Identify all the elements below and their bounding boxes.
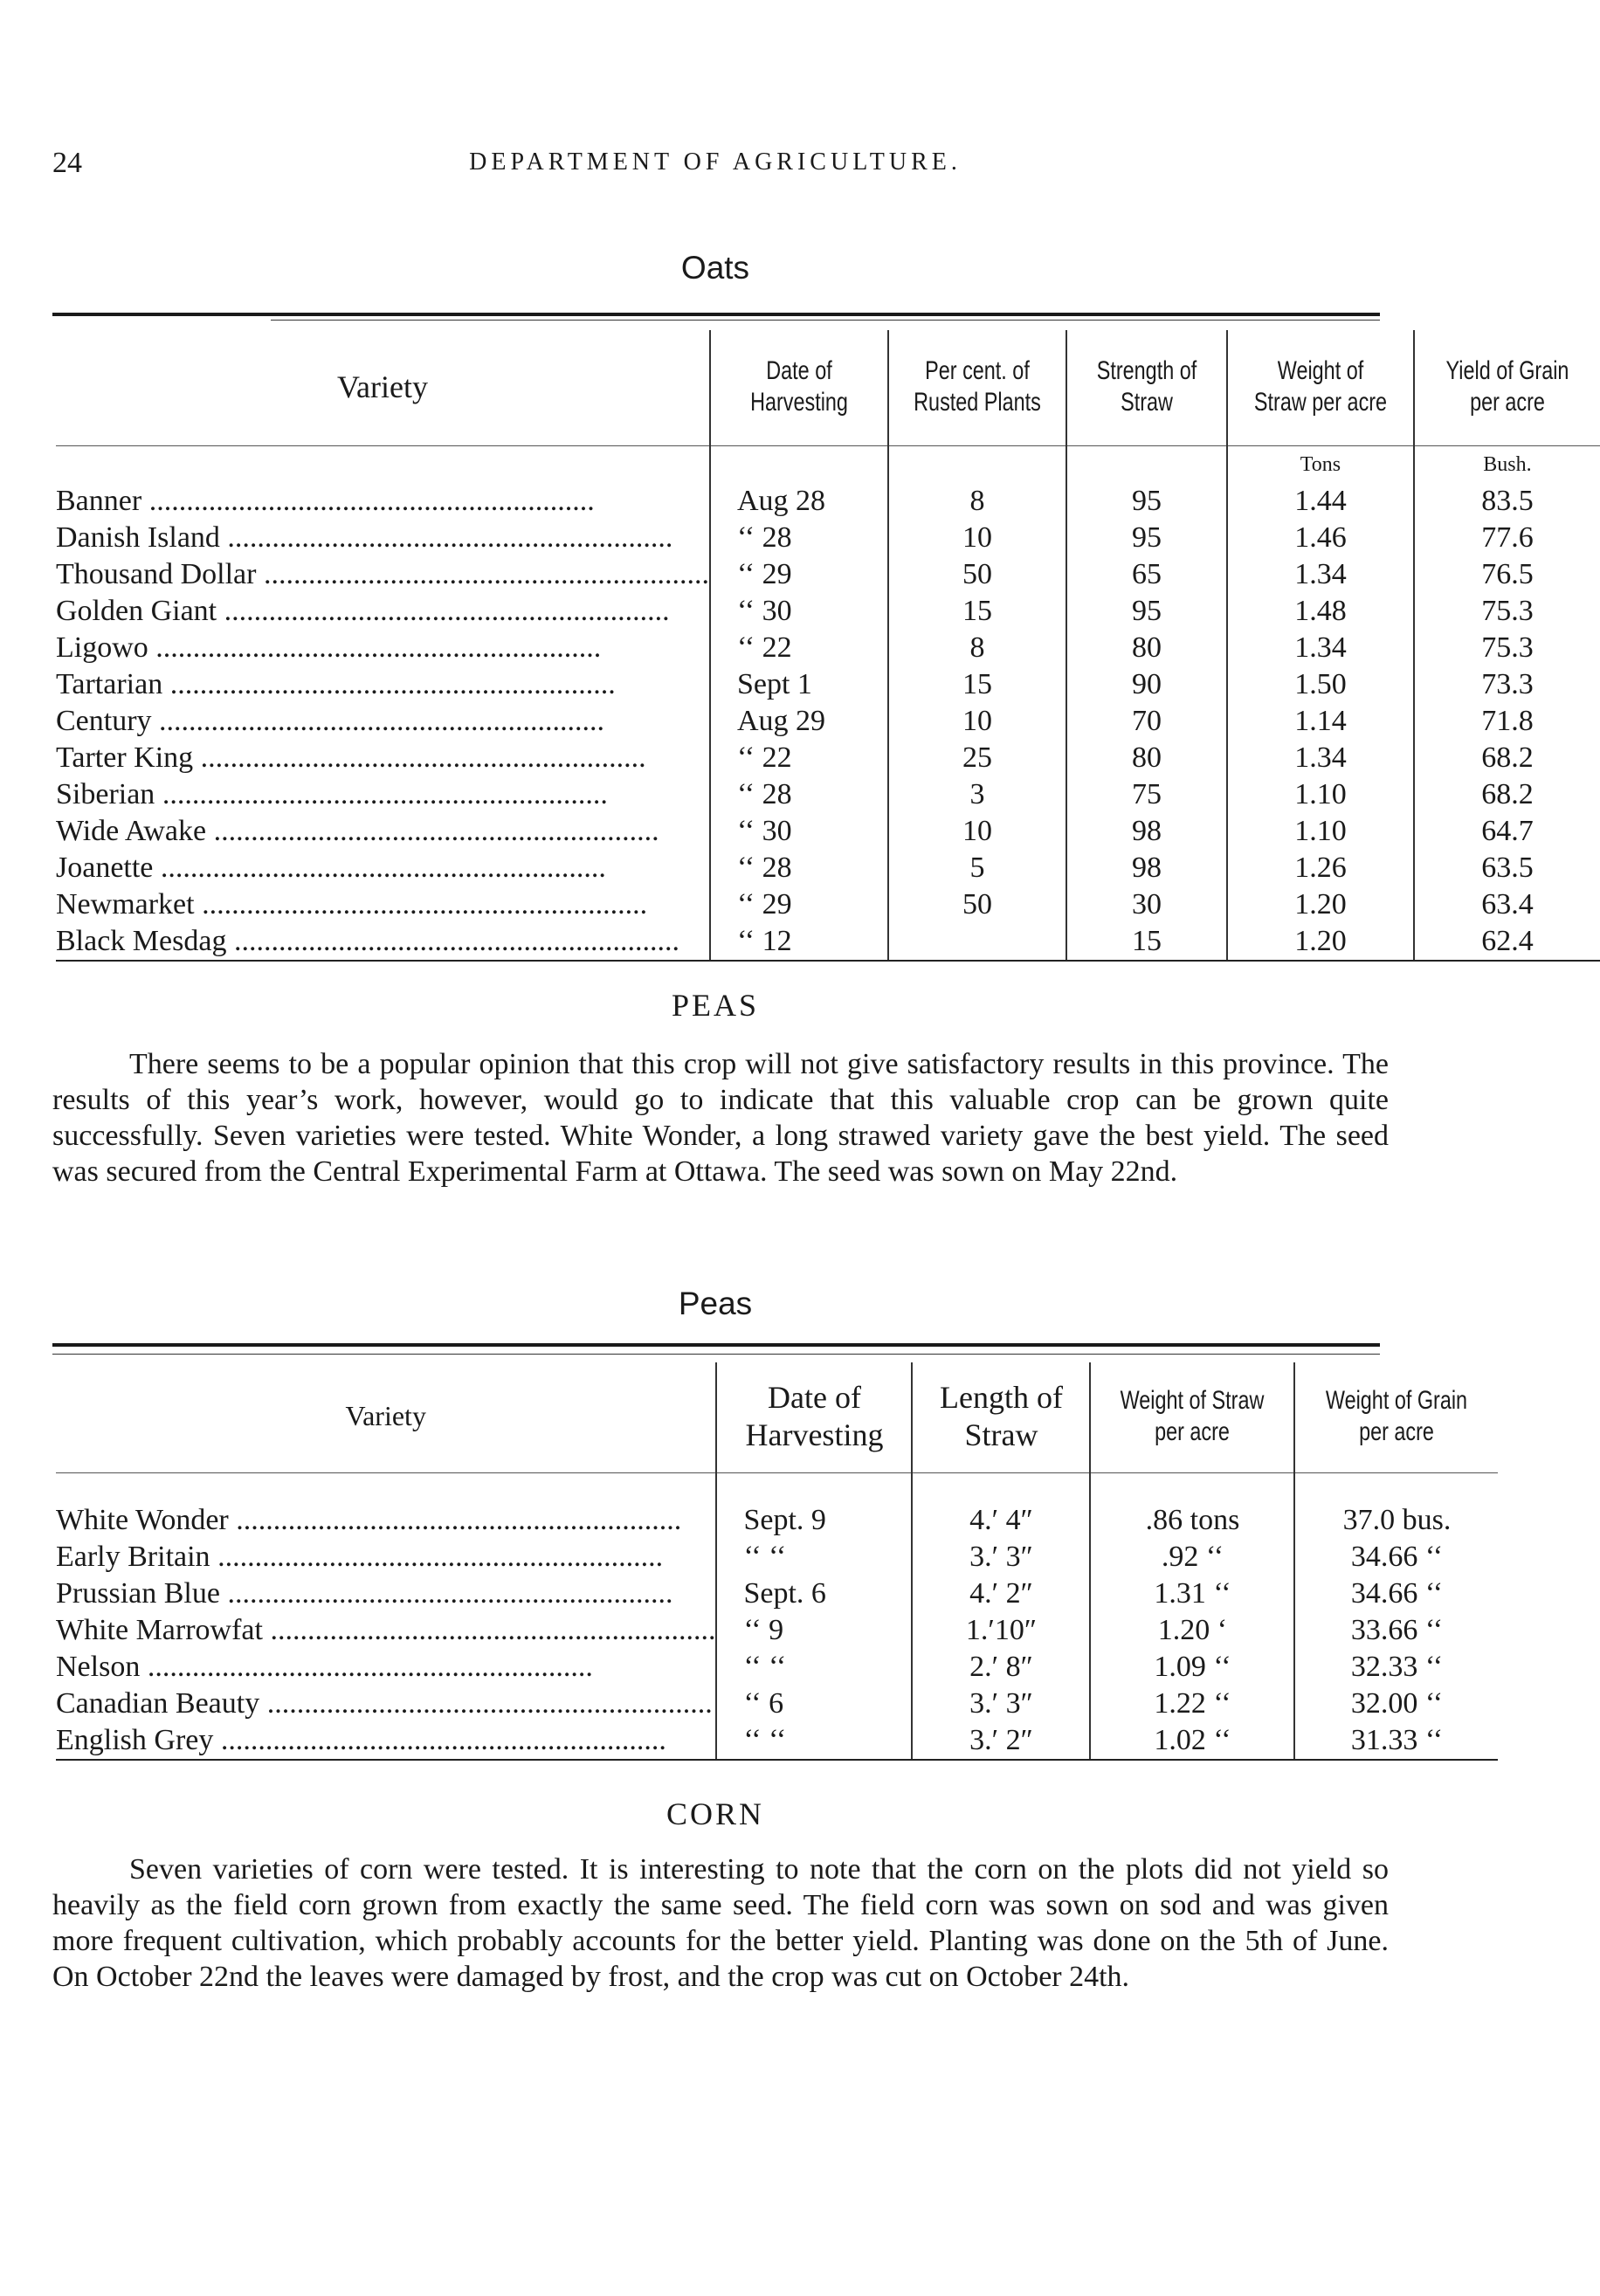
peas-table-cell: 1.22 ‘‘ [1090,1686,1294,1722]
oats-table-cell: 10 [888,703,1066,740]
oats-col-date: Date of Harvesting [710,330,888,445]
peas-table-cell: 3.′ 2″ [912,1722,1090,1760]
oats-table-cell: 62.4 [1414,923,1600,961]
peas-table-row [56,1612,1498,1649]
oats-table-cell: 15 [888,593,1066,630]
oats-table-cell: 15 [888,666,1066,703]
peas-table-row [56,1502,1498,1539]
oats-table-cell: 1.14 [1227,703,1414,740]
oats-table-cell: 70 [1066,703,1227,740]
peas-table-cell: .86 tons [1090,1502,1294,1539]
oats-table-cell [888,923,1066,961]
peas-table-cell: 1.02 ‘‘ [1090,1722,1294,1760]
oats-table-cell: 75.3 [1414,630,1600,666]
oats-table-cell: 1.10 [1227,776,1414,813]
oats-table-variety-cell: Black Mesdag ..... [56,923,710,961]
oats-table-variety-cell: Newmarket ..... [56,886,710,923]
oats-table-cell: 1.34 [1227,740,1414,776]
oats-table-row [56,556,1600,593]
oats-table-cell: 1.44 [1227,483,1414,520]
peas-table-cell: 2.′ 8″ [912,1649,1090,1686]
oats-table-cell: ‘‘ 22 [710,740,888,776]
peas-col-variety: Variety [56,1362,716,1472]
peas-table-cell: 32.00 ‘‘ [1294,1686,1498,1722]
peas-table-cell: 3.′ 3″ [912,1539,1090,1575]
oats-table-cell: 80 [1066,630,1227,666]
oats-table-variety-cell: Tartarian ..... [56,666,710,703]
peas-table-row [56,1649,1498,1686]
oats-table-top-rule [52,313,1380,316]
oats-table-variety-cell: Siberian ..... [56,776,710,813]
oats-unit-tons: Tons [1227,445,1414,483]
peas-table-cell: 4.′ 4″ [912,1502,1090,1539]
oats-table-cell: ‘‘ 30 [710,593,888,630]
oats-table-cell: 65 [1066,556,1227,593]
page-number: 24 [52,147,82,179]
oats-table-row [56,923,1600,961]
oats-table-cell: 15 [1066,923,1227,961]
oats-table [56,330,1600,962]
oats-table-cell: 1.20 [1227,923,1414,961]
oats-table-row [56,703,1600,740]
oats-table-cell: 73.3 [1414,666,1600,703]
peas-table-cell: ‘‘ ‘‘ [716,1649,912,1686]
oats-table-variety-cell: Banner ..... [56,483,710,520]
peas-table-variety-cell: Early Britain ..... [56,1539,716,1575]
oats-table-cell: ‘‘ 29 [710,886,888,923]
oats-table-cell: Sept 1 [710,666,888,703]
peas-table-top-rule [52,1343,1380,1347]
peas-table-cell: Sept. 6 [716,1575,912,1612]
peas-table-cell: ‘‘ ‘‘ [716,1539,912,1575]
oats-table-cell: 95 [1066,483,1227,520]
oats-table-cell: 10 [888,520,1066,556]
oats-table-cell: 95 [1066,520,1227,556]
oats-col-yield-grain: Yield of Grain per acre [1414,330,1600,445]
oats-table-cell: 8 [888,483,1066,520]
oats-table-title: Oats [680,250,750,286]
corn-paragraph: Seven varieties of corn were tested. It is interesting to note that the corn on the plots did not yield so heavily as the field corn grown from exactly the same seed. The field corn was sown on sod and was given more frequent cultivation, which probably accounts for the better yield. Planting was done on the 5th of June. On October 22nd the leaves were damaged by frost, and the crop was cut on October 24th. [52,1853,1389,1993]
oats-table-cell: ‘‘ 22 [710,630,888,666]
oats-table-cell: ‘‘ 28 [710,520,888,556]
peas-table-cell: 1.′10″ [912,1612,1090,1649]
peas-table-cell: ‘‘ 9 [716,1612,912,1649]
oats-table-cell: 63.5 [1414,850,1600,886]
peas-table-cell: 1.09 ‘‘ [1090,1649,1294,1686]
oats-table-variety-cell: Golden Giant ..... [56,593,710,630]
oats-table-row [56,813,1600,850]
oats-table-cell: 80 [1066,740,1227,776]
oats-table-row [56,886,1600,923]
oats-table-variety-cell: Century ..... [56,703,710,740]
peas-col-weight-straw: Weight of Straw per acre [1090,1362,1294,1472]
oats-table-variety-cell: Ligowo ..... [56,630,710,666]
oats-table-cell: Aug 28 [710,483,888,520]
oats-table-cell: 1.26 [1227,850,1414,886]
oats-table-row [56,483,1600,520]
oats-table-cell: ‘‘ 28 [710,776,888,813]
oats-table-cell: ‘‘ 29 [710,556,888,593]
oats-table-cell: 71.8 [1414,703,1600,740]
oats-table-row [56,850,1600,886]
peas-table-variety-cell: English Grey ..... [56,1722,716,1760]
oats-col-weight-straw: Weight of Straw per acre [1227,330,1414,445]
oats-table-variety-cell: Danish Island ..... [56,520,710,556]
oats-table-cell: 75 [1066,776,1227,813]
oats-table-cell: 1.48 [1227,593,1414,630]
peas-table-cell: 31.33 ‘‘ [1294,1722,1498,1760]
oats-table-variety-cell: Wide Awake ..... [56,813,710,850]
oats-table-row [56,630,1600,666]
oats-table-cell: 25 [888,740,1066,776]
oats-table-cell: 8 [888,630,1066,666]
peas-col-weight-grain: Weight of Grain per acre [1294,1362,1498,1472]
peas-col-date: Date of Harvesting [716,1362,912,1472]
oats-table-top-rule-inner [271,320,1380,321]
peas-table-cell: 3.′ 3″ [912,1686,1090,1722]
oats-table-cell: 5 [888,850,1066,886]
peas-table-row [56,1722,1498,1760]
peas-table-cell: 34.66 ‘‘ [1294,1539,1498,1575]
oats-table-cell: ‘‘ 12 [710,923,888,961]
oats-table-cell: ‘‘ 28 [710,850,888,886]
oats-table-cell: 64.7 [1414,813,1600,850]
oats-table-row [56,666,1600,703]
oats-table-cell: 75.3 [1414,593,1600,630]
peas-table-title: Peas [678,1286,753,1321]
peas-paragraph: There seems to be a popular opinion that this crop will not give satisfactory results in this province. The results of this year’s work, however, would go to indicate that this valuable crop can be grown quite successfully. Seven varieties were tested. White Wonder, a long strawed variety gave the best yield. The seed was secured from the Central Experimental Farm at Ottawa. The seed was sown on May 22nd. [52,1048,1389,1188]
oats-table-cell: 1.10 [1227,813,1414,850]
peas-col-length: Length of Straw [912,1362,1090,1472]
oats-table-cell: 1.50 [1227,666,1414,703]
peas-table-cell: ‘‘ ‘‘ [716,1722,912,1760]
peas-table-variety-cell: White Marrowfat ..... [56,1612,716,1649]
oats-table-cell: 83.5 [1414,483,1600,520]
peas-table-variety-cell: Canadian Beauty ..... [56,1686,716,1722]
oats-table-cell: 90 [1066,666,1227,703]
corn-heading: CORN [666,1796,765,1831]
oats-table-cell: 1.46 [1227,520,1414,556]
oats-table-variety-cell: Joanette ..... [56,850,710,886]
peas-table-top-rule-inner [52,1354,1380,1355]
peas-table-row [56,1575,1498,1612]
oats-table-row [56,776,1600,813]
oats-table-cell: 10 [888,813,1066,850]
peas-table-row [56,1539,1498,1575]
oats-table-cell: 50 [888,556,1066,593]
oats-table-cell: 3 [888,776,1066,813]
peas-table-cell: 33.66 ‘‘ [1294,1612,1498,1649]
oats-table-variety-cell: Tarter King ..... [56,740,710,776]
oats-table-row [56,520,1600,556]
oats-table-cell: 50 [888,886,1066,923]
oats-table-row [56,593,1600,630]
oats-table-cell: ‘‘ 30 [710,813,888,850]
oats-table-cell: 1.20 [1227,886,1414,923]
running-title: DEPARTMENT OF AGRICULTURE. [469,148,962,176]
oats-table-cell: 30 [1066,886,1227,923]
peas-table-cell: 32.33 ‘‘ [1294,1649,1498,1686]
peas-table-row [56,1686,1498,1722]
peas-table-variety-cell: White Wonder ..... [56,1502,716,1539]
peas-table-cell: 1.31 ‘‘ [1090,1575,1294,1612]
peas-table-variety-cell: Nelson ..... [56,1649,716,1686]
oats-table-row [56,740,1600,776]
oats-table-cell: Aug 29 [710,703,888,740]
oats-col-variety: Variety [56,330,710,445]
peas-table-cell: .92 ‘‘ [1090,1539,1294,1575]
oats-unit-bush: Bush. [1414,445,1600,483]
oats-col-rusted: Per cent. of Rusted Plants [888,330,1066,445]
oats-table-cell: 95 [1066,593,1227,630]
peas-table-cell: ‘‘ 6 [716,1686,912,1722]
oats-table-cell: 76.5 [1414,556,1600,593]
oats-table-cell: 68.2 [1414,740,1600,776]
peas-table-cell: 4.′ 2″ [912,1575,1090,1612]
oats-table-cell: 1.34 [1227,630,1414,666]
peas-table-cell: 34.66 ‘‘ [1294,1575,1498,1612]
oats-table-variety-cell: Thousand Dollar ..... [56,556,710,593]
peas-table-cell: 1.20 ‘ [1090,1612,1294,1649]
oats-table-cell: 63.4 [1414,886,1600,923]
peas-table-cell: Sept. 9 [716,1502,912,1539]
peas-table [56,1362,1498,1761]
peas-heading: PEAS [671,988,760,1023]
oats-table-cell: 98 [1066,813,1227,850]
oats-table-cell: 1.34 [1227,556,1414,593]
oats-table-cell: 77.6 [1414,520,1600,556]
oats-table-cell: 68.2 [1414,776,1600,813]
running-header [52,147,1378,187]
peas-table-variety-cell: Prussian Blue ..... [56,1575,716,1612]
oats-col-strength: Strength of Straw [1066,330,1227,445]
peas-table-cell: 37.0 bus. [1294,1502,1498,1539]
oats-table-cell: 98 [1066,850,1227,886]
